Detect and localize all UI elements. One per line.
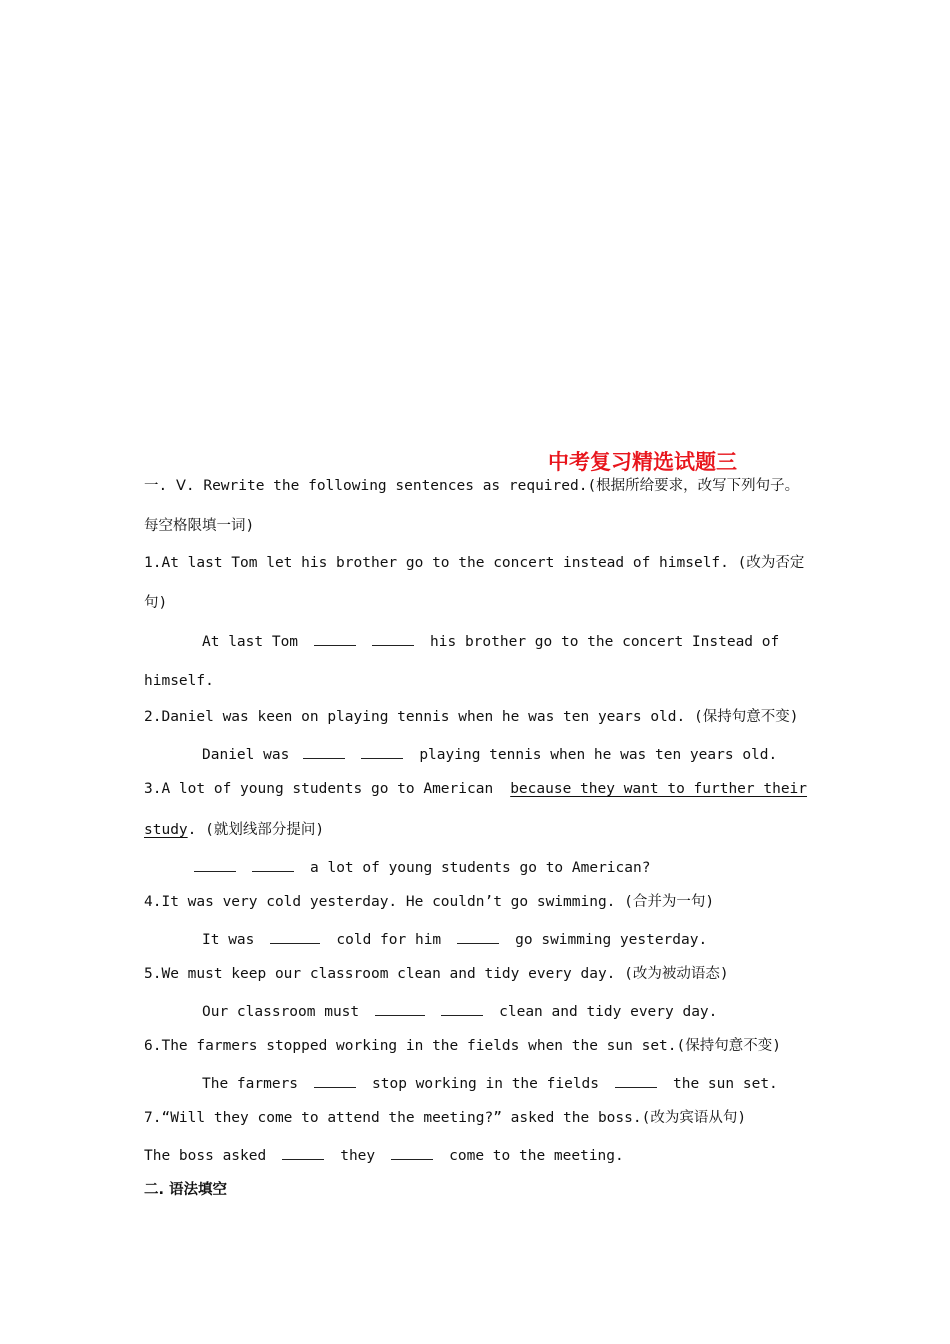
q7-blank-1[interactable] [282, 1144, 324, 1160]
q3-answer-text-b: a lot of young students go to American? [310, 860, 651, 876]
section1-heading-line2: 每空格限填一词) [144, 518, 255, 534]
q7-answer-line [144, 1144, 624, 1166]
q6-blank-2[interactable] [615, 1072, 657, 1088]
q2-answer-text-a: Daniel was [202, 747, 290, 763]
q6-prompt: 6.The farmers stopped working in the fields when the sun set.(保持句意不变) [144, 1038, 781, 1054]
q6-answer-text-c: the sun set. [673, 1076, 778, 1092]
q2-blank-2[interactable] [361, 743, 403, 759]
q5-prompt: 5.We must keep our classroom clean and tidy every day. (改为被动语态) [144, 966, 729, 982]
q1-prompt-line1: 1.At last Tom let his brother go to the concert instead of himself. (改为否定 [144, 555, 805, 571]
q3-prompt-line1 [144, 779, 807, 799]
q7-answer-text-b: they [340, 1148, 376, 1164]
q6-answer-line [202, 1072, 778, 1094]
q4-prompt: 4.It was very cold yesterday. He couldn’t go swimming. (合并为一句) [144, 894, 715, 910]
q3-underlined-text: because they want to further their [510, 781, 808, 797]
q7-answer-text-c: come to the meeting. [449, 1148, 624, 1164]
q2-prompt: 2.Daniel was keen on playing tennis when he was ten years old. (保持句意不变) [144, 709, 799, 725]
q1-answer-line [202, 630, 779, 652]
q5-answer-line [202, 1000, 717, 1022]
q4-blank-2[interactable] [457, 928, 499, 944]
q2-answer-text-b: playing tennis when he was ten years old. [419, 747, 778, 763]
q6-answer-text-b: stop working in the fields [372, 1076, 600, 1092]
q7-blank-2[interactable] [391, 1144, 433, 1160]
q4-answer-text-b: cold for him [336, 932, 442, 948]
section1-heading-line1: 一. Ⅴ. Rewrite the following sentences as required.(根据所给要求，改写下列句子。 [144, 478, 800, 494]
q7-answer-text-a: The boss asked [144, 1148, 267, 1164]
q5-blank-1[interactable] [375, 1000, 425, 1016]
q1-blank-2[interactable] [372, 630, 414, 646]
q4-answer-text-a: It was [202, 932, 255, 948]
q4-answer-line [202, 928, 707, 950]
q1-answer-text-a: At last Tom [202, 634, 299, 650]
q1-prompt-line2: 句) [144, 595, 168, 611]
q1-answer-text-b: his brother go to the concert Instead of [430, 634, 780, 650]
q6-answer-text-a: The farmers [202, 1076, 299, 1092]
q5-answer-text-a: Our classroom must [202, 1004, 360, 1020]
q4-answer-text-c: go swimming yesterday. [515, 932, 708, 948]
q1-answer-line2: himself. [144, 673, 214, 689]
q2-blank-1[interactable] [303, 743, 345, 759]
q6-blank-1[interactable] [314, 1072, 356, 1088]
q7-prompt: 7.“Will they come to attend the meeting?” asked the boss.(改为宾语从句) [144, 1110, 747, 1126]
q1-blank-1[interactable] [314, 630, 356, 646]
q2-answer-line [202, 743, 777, 765]
q3-blank-1[interactable] [194, 856, 236, 872]
q5-answer-text-b: clean and tidy every day. [499, 1004, 718, 1020]
section2-heading: 二. 语法填空 [144, 1182, 228, 1198]
q4-blank-1[interactable] [270, 928, 320, 944]
q5-blank-2[interactable] [441, 1000, 483, 1016]
q3-answer-line [194, 856, 650, 878]
q3-prompt-rest: . (就划线部分提问) [187, 822, 325, 838]
page-title: 中考复习精选试题三 [548, 450, 737, 474]
q3-blank-2[interactable] [252, 856, 294, 872]
q3-prompt-text: 3.A lot of young students go to American [144, 781, 494, 797]
q3-prompt-line2 [144, 820, 324, 840]
q3-underlined-text-2: study [144, 822, 188, 838]
